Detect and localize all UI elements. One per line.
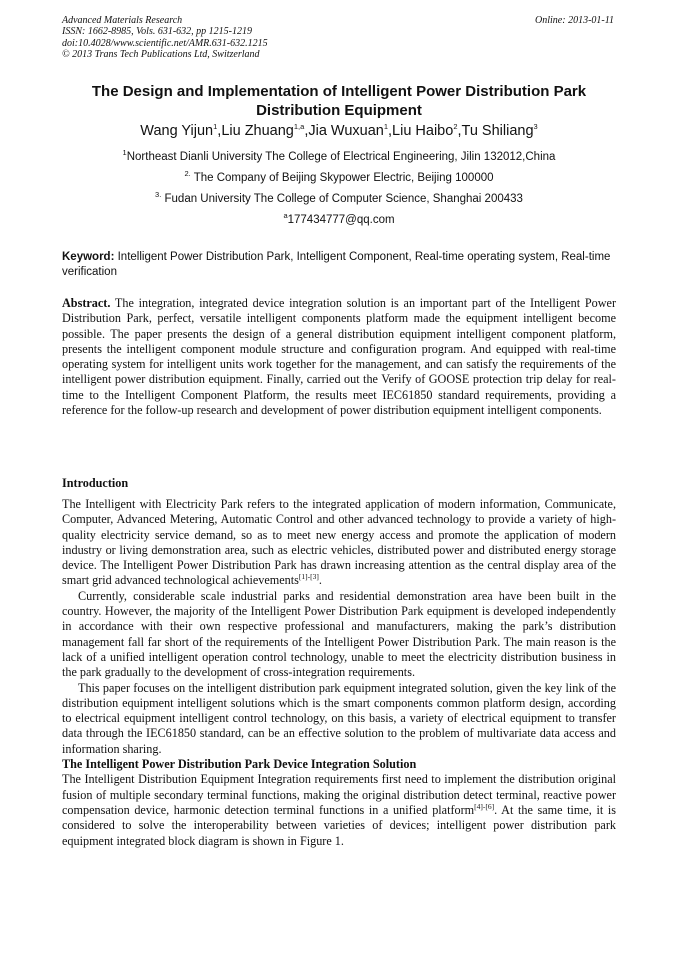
paragraph-text: The Intelligent Distribution Equipment Integration requirements first need to implement the distribution original fusion of multiple secondary terminal functions, making the original distribution detect terminal, reactive power compensation device, harmonic detection terminal functions in a unified platform xyxy=(62,772,616,817)
citation: [4]-[6] xyxy=(474,801,495,811)
author-affiliation-mark: 2 xyxy=(453,122,458,132)
affiliation-mark: 1 xyxy=(122,148,127,158)
affiliation xyxy=(62,192,616,206)
author-name: Liu Haibo xyxy=(392,123,454,139)
introduction-body xyxy=(62,497,616,849)
author-name: Wang Yijun xyxy=(140,123,214,139)
keywords xyxy=(62,250,616,279)
paragraph: Currently, considerable scale industrial parks and residential demonstration area have been built in the country. However, the majority of the Intelligent Power Distribution Park equipment is developed independently in accordance with their own respective professional and manufacturers, making the park’s distribution management fall far short of the requirements of the Intelligent Power Distribution Park. The main reason is the lack of a unified intelligent operation control technology, unable to meet the electricity distribution business in the park gradually to the development of cross-integration requirements. xyxy=(62,588,616,680)
keywords-text: Intelligent Power Distribution Park, Intelligent Component, Real-time operating system, Real-time verification xyxy=(62,251,611,278)
author-name: Liu Zhuang xyxy=(221,123,294,139)
paragraph-text: The Intelligent with Electricity Park refers to the integrated application of modern information, Communicate, Computer, Advanced Metering, Automatic Control and other advanced technology to provide a variety of high-quality electricity service demand, so as to meet new energy access and promote the application of modern industry or living demonstration area, such as electric vehicles, distributed power and distributed energy storage device. The Intelligent Power Distribution Park has drawn increasing attention as the central display area of the smart grid advanced technological achievements xyxy=(62,497,616,588)
affiliation xyxy=(62,171,616,185)
author-name: Tu Shiliang xyxy=(461,123,534,139)
author-name: Jia Wuxuan xyxy=(308,123,384,139)
affiliation-text: The Company of Beijing Skypower Electric, Beijing 100000 xyxy=(190,172,494,184)
journal-name: Advanced Materials Research xyxy=(62,15,183,26)
citation: [1]-[3] xyxy=(298,572,319,582)
affiliation-mark: 2. xyxy=(184,169,191,179)
abstract-label: Abstract. xyxy=(62,296,111,310)
paragraph-end: . xyxy=(318,573,322,588)
journal-header xyxy=(62,15,268,60)
journal-copyright: © 2013 Trans Tech Publications Ltd, Switzerland xyxy=(62,48,260,60)
paragraph: This paper focuses on the intelligent distribution park equipment integrated solution, given the key link of the distribution equipment intelligent solutions which is the smart components common platform design, according to electrical equipment intelligent control technology, on this basis, a variety of electrical equipment to transfer data through the IEC61850 standard, can be an effective solution to the problem of multivariate data access and information sharing. xyxy=(62,680,616,756)
abstract xyxy=(62,296,616,418)
keywords-label: Keyword: xyxy=(62,251,115,263)
author-list: Wang Yijun$^1$,Liu Zhuang$^{1,a}$,Jia Wuxuan$^1$,Liu Haibo$^2$,Tu Shiliang$^3$ xyxy=(140,122,538,139)
section-heading-integration: The Intelligent Power Distribution Park Device Integration Solution xyxy=(62,757,417,772)
abstract-text: The integration, integrated device integration solution is an important part of the Intelligent Power Distribution Park, perfect, versatile intelligent components platform made the equipment intelligent become possible. The paper presents the design of a general distribution equipment intelligent component platform, presents the intelligent component module structure and configuration program. And equipped with real-time operating system for intelligent units work together for the management, and can satisfy the requirements of the intelligent power distribution equipment. Finally, carried out the Verify of GOOSE protection trip delay for real-time to the Intelligent Component Platform, the results meet IEC61850 standard requirements, providing a reference for the follow-up research and development of power distribution equipment intelligent components. xyxy=(62,296,616,418)
affiliation xyxy=(62,150,616,164)
author-email xyxy=(62,213,616,227)
paragraph xyxy=(62,497,616,589)
paper-title: The Design and Implementation of Intelligent Power Distribution Park Distribution Equipment xyxy=(91,83,587,119)
affiliation-mark: 3. xyxy=(155,190,162,200)
author-affiliation-mark: 3 xyxy=(533,122,538,132)
paragraph xyxy=(62,772,616,848)
journal-doi: doi:10.4028/www.scientific.net/AMR.631-632.1215 xyxy=(62,37,268,49)
author-affiliation-mark: 1,a xyxy=(293,122,305,132)
author-affiliation-mark: 1 xyxy=(383,122,389,132)
affiliation-text: Fudan University The College of Computer Science, Shanghai 200433 xyxy=(161,193,523,205)
section-heading-introduction: Introduction xyxy=(62,476,129,490)
email-text: 177434777@qq.com xyxy=(287,214,395,226)
author-affiliation-mark: 1 xyxy=(213,122,218,132)
paragraph-text: . At the same time, it is considered to solve the interoperability between varieties of devices; intelligent power distribution park equipment integrated block diagram is shown in Figure 1. xyxy=(62,802,616,848)
email-mark: a xyxy=(283,211,288,221)
affiliation-text: Northeast Dianli University The College of Electrical Engineering, Jilin 132012,China xyxy=(126,151,556,163)
journal-issn: ISSN: 1662-8985, Vols. 631-632, pp 1215-1219 xyxy=(62,26,252,38)
online-date: Online: 2013-01-11 xyxy=(535,15,614,26)
